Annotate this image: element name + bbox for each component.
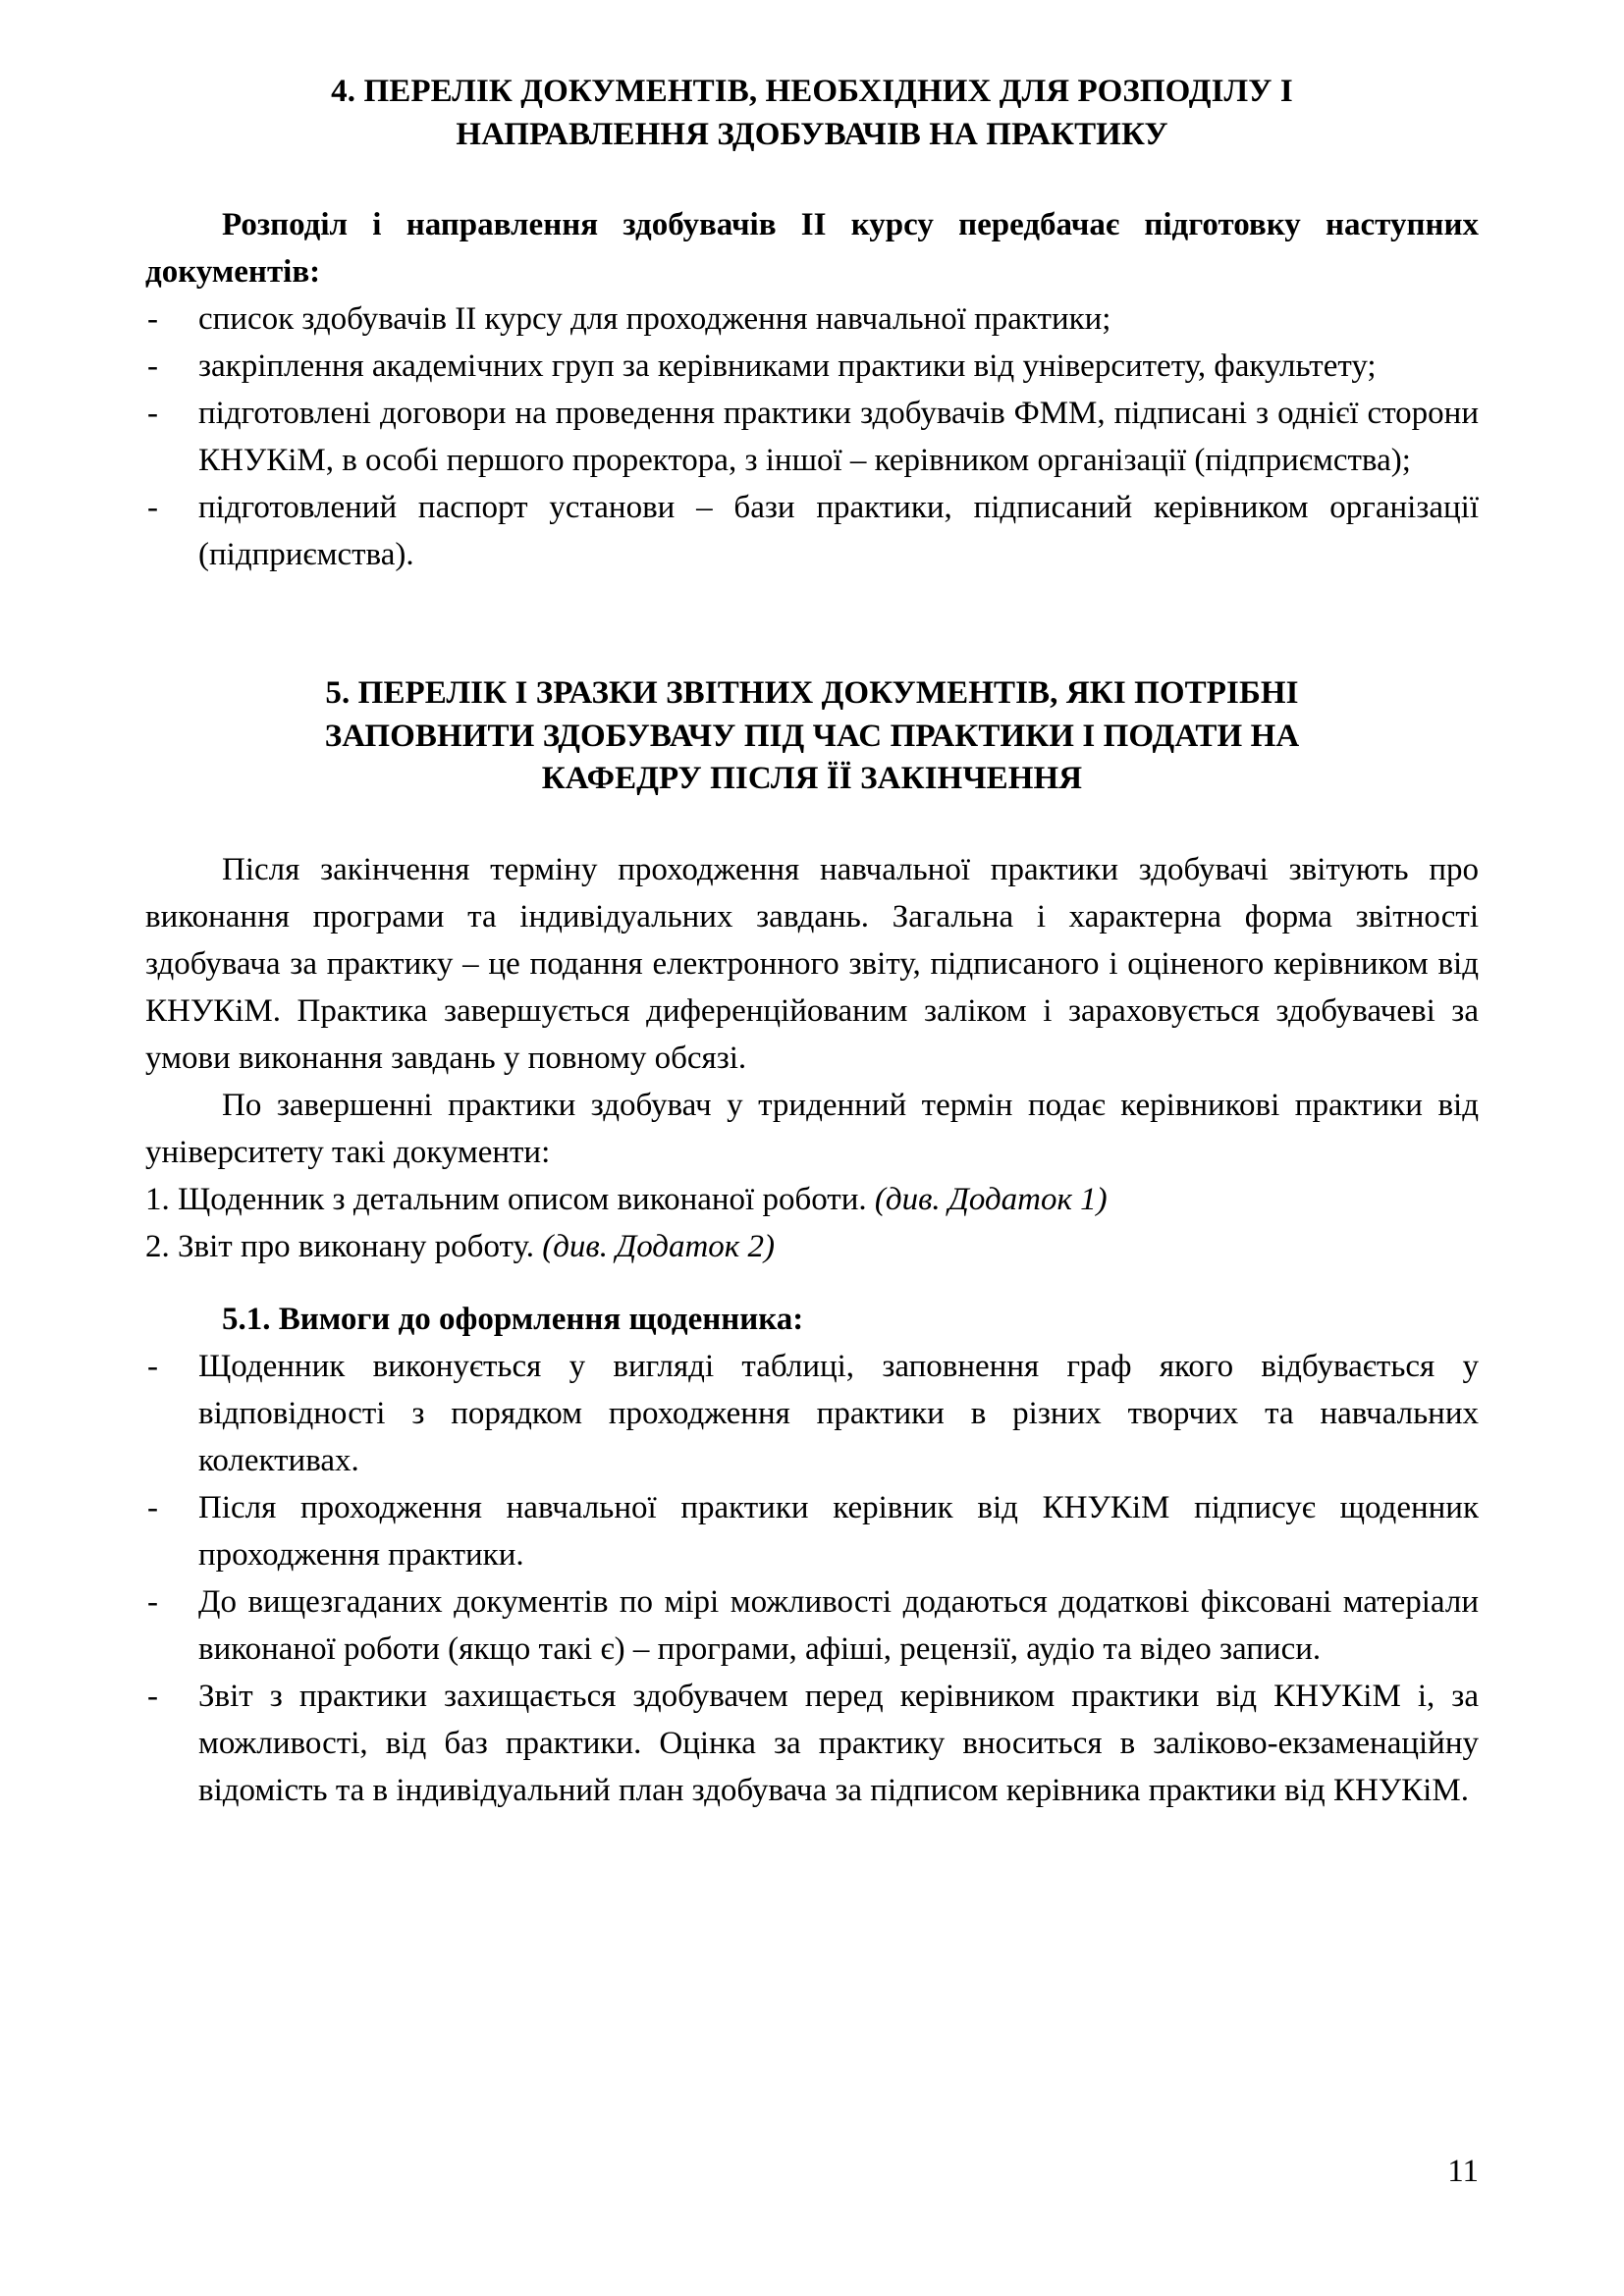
section-5-heading-line-1: 5. ПЕРЕЛІК І ЗРАЗКИ ЗВІТНИХ ДОКУМЕНТІВ, ЯКІ ПОТРІБНІ [325,675,1299,712]
section-5-heading-line-2: ЗАПОВНИТИ ЗДОБУВАЧУ ПІД ЧАС ПРАКТИКИ І ПОДАТИ НА [324,718,1300,754]
numbered-item-1 [145,1176,1479,1223]
bullet-marker: - [147,1489,158,1525]
bullet-marker: - [147,348,158,385]
bullet-marker: - [147,490,158,526]
numbered-item-2-text: 2. Звіт про виконану роботу. [145,1228,543,1264]
list-item-text: Щоденник виконується у вигляді таблиці, заповнення граф якого відбувається у відповідності з порядком проходження практики в різних творчих та навчальних колективах. [198,1348,1479,1478]
list-item [145,1673,1479,1814]
section-4-heading-line-1: 4. ПЕРЕЛІК ДОКУМЕНТІВ, НЕОБХІДНИХ ДЛЯ РОЗПОДІЛУ І [331,74,1293,109]
list-item [145,1578,1479,1673]
list-item [145,484,1479,578]
numbered-item-1-note: (див. Додаток 1) [874,1181,1108,1217]
list-item [145,1484,1479,1578]
numbered-item-1-text: 1. Щоденник з детальним описом виконаної роботи. [145,1181,875,1217]
bullet-marker: - [147,301,158,338]
section-4-heading [145,71,1479,156]
spacer [145,156,1479,201]
bullet-marker: - [147,1678,158,1714]
section-4-heading-line-2: НАПРАВЛЕННЯ ЗДОБУВАЧІВ НА ПРАКТИКУ [456,116,1168,152]
list-item-text: підготовлений паспорт установи – бази практики, підписаний керівником організації (підприємства). [198,490,1479,573]
list-item-text: До вищезгаданих документів по мірі можливості додаються додаткові фіксовані матеріали виконаної роботи (якщо такі є) – програми, афіші, рецензії, аудіо та відео записи. [198,1583,1479,1667]
list-item [145,390,1479,484]
section-5-heading-line-3: КАФЕДРУ ПІСЛЯ ЇЇ ЗАКІНЧЕННЯ [541,761,1083,797]
spacer [145,801,1479,846]
list-item-text: список здобувачів ІІ курсу для проходження навчальної практики; [198,301,1111,338]
section-5-1-bullet-list [145,1343,1479,1814]
list-item [145,1343,1479,1484]
list-item-text: закріплення академічних груп за керівниками практики від університету, факультету; [198,348,1377,385]
list-item-text: Після проходження навчальної практики керівник від КНУКіМ підписує щоденник проходження практики. [198,1489,1479,1573]
section-4-intro-paragraph: Розподіл і направлення здобувачів ІІ курсу передбачає підготовку наступних документів: [145,207,1479,291]
section-5-paragraph-2: По завершенні практики здобувач у триденний термін подає керівникові практики від університету такі документи: [145,1087,1479,1170]
list-item-text: підготовлені договори на проведення практики здобувачів ФММ, підписані з однієї сторони КНУКіМ, в особі першого проректора, з іншої – керівником організації (підприємства); [198,396,1479,479]
list-item [145,343,1479,390]
list-item [145,295,1479,343]
bullet-marker: - [147,1348,158,1384]
section-5-heading [145,672,1479,801]
spacer [145,1270,1479,1296]
bullet-marker: - [147,396,158,432]
section-4-bullet-list [145,295,1479,578]
numbered-item-2-note: (див. Додаток 2) [542,1228,775,1264]
list-item-text: Звіт з практики захищається здобувачем перед керівником практики від КНУКіМ і, за можливості, від баз практики. Оцінка за практику вноситься в заліково-екзаменаційну відомість та в індивідуальний план здобувача за підписом керівника практики від КНУКіМ. [198,1678,1479,1808]
numbered-item-2 [145,1223,1479,1270]
bullet-marker: - [147,1583,158,1620]
spacer [145,578,1479,672]
section-5-1-title: 5.1. Вимоги до оформлення щоденника: [222,1301,804,1337]
section-5-paragraph-1: Після закінчення терміну проходження навчальної практики здобувачі звітують про виконання програми та індивідуальних завдань. Загальна і характерна форма звітності здобувача за практику – це подання електронного звіту, підписаного і оціненого керівником від КНУКіМ. Практика завершується диференційованим заліком і зараховується здобувачеві за умови виконання завдань у повному обсязі. [145,851,1479,1076]
page-number: 11 [1447,2154,1479,2189]
page-content [145,71,1479,1814]
